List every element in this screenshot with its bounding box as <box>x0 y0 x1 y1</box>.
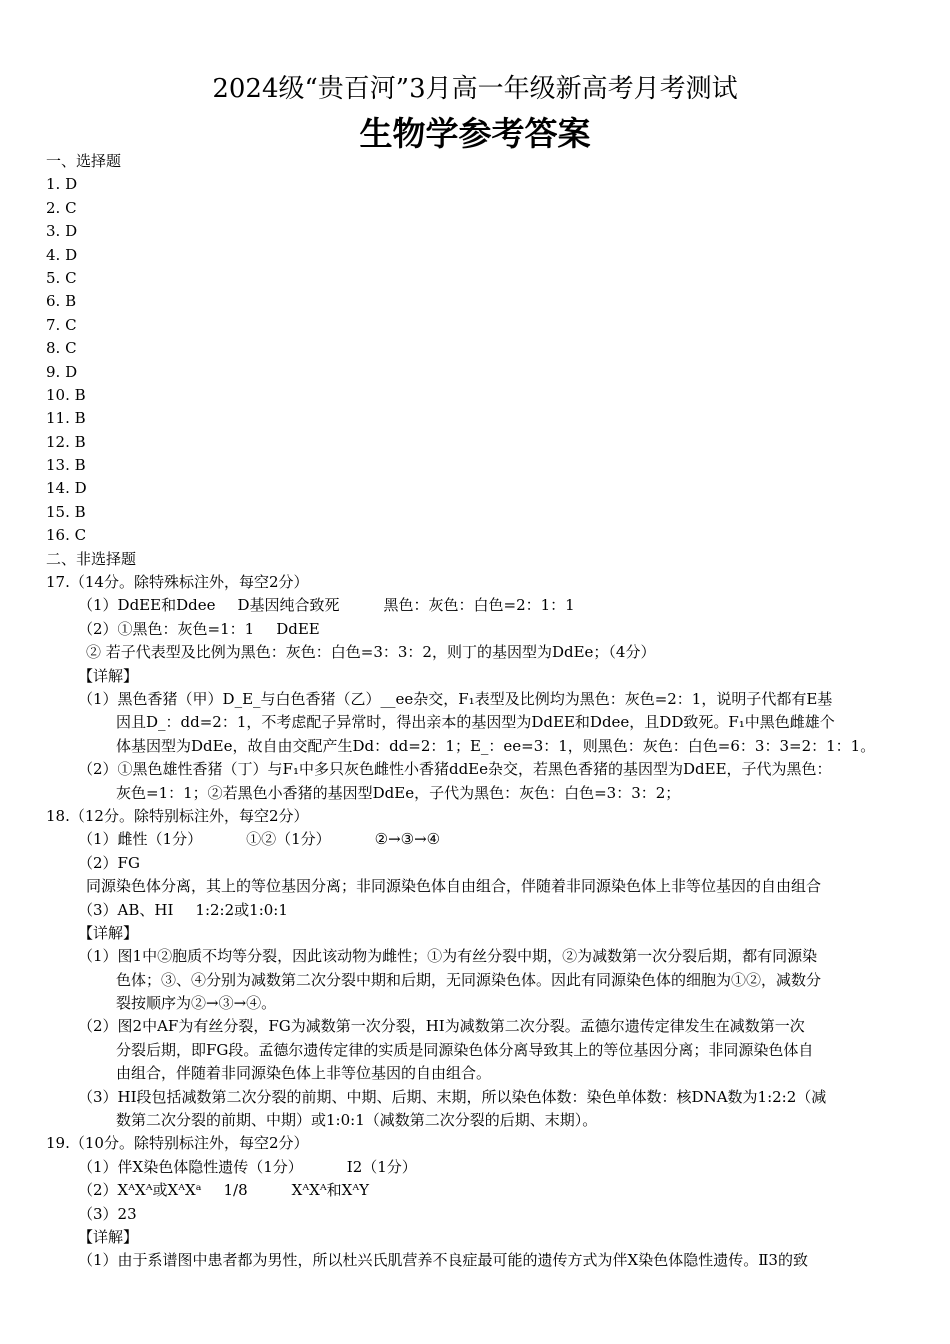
choice-answer: 16. C <box>46 526 87 545</box>
q19-detail-label: 【详解】 <box>78 1227 139 1246</box>
choice-answer: 1. D <box>46 175 78 194</box>
q17-heading: 17.（14分。除特殊标注外，每空2分） <box>46 573 309 592</box>
choice-answer: 6. B <box>46 292 77 311</box>
q19-answer-2: （2）XᴬXᴬ或XᴬXᵃ 1/8 XᴬXᴬ和XᴬY <box>78 1181 370 1200</box>
q18-detail-line: 数第二次分裂的前期、中期）或1:0:1（减数第二次分裂的后期、末期）。 <box>116 1111 598 1130</box>
q19-heading: 19.（10分。除特别标注外，每空2分） <box>46 1134 309 1153</box>
q18-detail-line: （1）图1中②胞质不均等分裂，因此该动物为雌性；①为有丝分裂中期，②为减数第一次分裂后期，都有同源染 <box>78 947 818 966</box>
q18-detail-line: 裂按顺序为②→③→④。 <box>116 994 277 1013</box>
q18-detail-line: （3）HI段包括减数第二次分裂的前期、中期、后期、末期，所以染色体数：染色单体数：核DNA数为1:2:2（减 <box>78 1087 827 1106</box>
choice-answer: 12. B <box>46 432 86 451</box>
q18-detail-line: （2）图2中AF为有丝分裂，FG为减数第一次分裂，HI为减数第二次分裂。孟德尔遗传定律发生在减数第一次 <box>78 1017 805 1036</box>
q17-answer-2b: ② 若子代表型及比例为黑色：灰色：白色=3：3：2，则丁的基因型为DdEe；（4分） <box>86 643 656 662</box>
q18-detail-line: 色体；③、④分别为减数第二次分裂中期和后期，无同源染色体。因此有同源染色体的细胞为①②，减数分 <box>116 970 822 989</box>
q17-detail-line: （1）黑色香猪（甲）D_E_与白色香猪（乙）__ee杂交，F₁表型及比例均为黑色：灰色=2：1，说明子代都有E基 <box>78 689 833 708</box>
choice-answer: 14. D <box>46 479 87 498</box>
q17-detail-line: 体基因型为DdEe，故自由交配产生Dd：dd=2：1；E_：ee=3：1，则黑色：灰色：白色=6：3：3=2：1：1。 <box>116 736 876 755</box>
exam-title: 2024级“贵百河”3月高一年级新高考月考测试 <box>212 74 738 104</box>
q18-answer-3: （3）AB、HI 1:2:2或1:0:1 <box>78 900 288 919</box>
q19-detail-line: （1）由于系谱图中患者都为男性，所以杜兴氏肌营养不良症最可能的遗传方式为伴X染色体隐性遗传。Ⅱ3的致 <box>78 1251 808 1270</box>
choice-answer: 15. B <box>46 502 86 521</box>
choice-answer: 8. C <box>46 339 77 358</box>
q18-heading: 18.（12分。除特别标注外，每空2分） <box>46 806 309 825</box>
q18-answer-2: （2）FG <box>78 853 140 872</box>
q17-detail-line: （2）①黑色雄性香猪（丁）与F₁中多只灰色雌性小香猪ddEe杂交，若黑色香猪的基因型为DdEE，子代为黑色： <box>78 760 832 779</box>
choice-answer: 2. C <box>46 198 77 217</box>
q18-detail-line: 分裂后期，即FG段。孟德尔遗传定律的实质是同源染色体分离导致其上的等位基因分离；非同源染色体自 <box>116 1040 814 1059</box>
q18-detail-label: 【详解】 <box>78 923 139 942</box>
q18-detail-line: 由组合，伴随着非同源染色体上非等位基因的自由组合。 <box>116 1064 492 1083</box>
choice-answer: 11. B <box>46 409 86 428</box>
choice-answer: 13. B <box>46 456 86 475</box>
section-heading-nonchoice: 二、非选择题 <box>46 549 137 568</box>
q17-detail-label: 【详解】 <box>78 666 139 685</box>
q17-detail-line: 灰色=1：1；②若黑色小香猪的基因型DdEe，子代为黑色：灰色：白色=3：3：2； <box>116 783 681 802</box>
q17-answer-1: （1）DdEE和Ddee D基因纯合致死 黑色：灰色：白色=2：1：1 <box>78 596 575 615</box>
q17-answer-2: （2）①黑色：灰色=1：1 DdEE <box>78 619 320 638</box>
choice-answer: 5. C <box>46 268 77 287</box>
q18-answer-1: （1）雌性（1分） ①②（1分） ②→③→④ <box>78 830 441 849</box>
q19-answer-3: （3）23 <box>78 1204 137 1223</box>
answer-key-title: 生物学参考答案 <box>359 114 591 153</box>
choice-answer: 10. B <box>46 385 86 404</box>
choice-answer: 3. D <box>46 222 78 241</box>
choice-answer: 4. D <box>46 245 78 264</box>
choice-answer: 9. D <box>46 362 78 381</box>
q17-detail-line: 因且D_：dd=2：1，不考虑配子异常时，得出亲本的基因型为DdEE和Ddee，且DD致死。F₁中黑色雌雄个 <box>116 713 835 732</box>
choice-answer: 7. C <box>46 315 77 334</box>
q19-answer-1: （1）伴X染色体隐性遗传（1分） Ⅰ2（1分） <box>78 1157 417 1176</box>
section-heading-choice: 一、选择题 <box>46 152 122 170</box>
answer-content <box>46 150 914 1273</box>
q18-answer-2-text: 同源染色体分离，其上的等位基因分离；非同源染色体自由组合，伴随着非同源染色体上非等位基因的自由组合 <box>86 877 822 896</box>
